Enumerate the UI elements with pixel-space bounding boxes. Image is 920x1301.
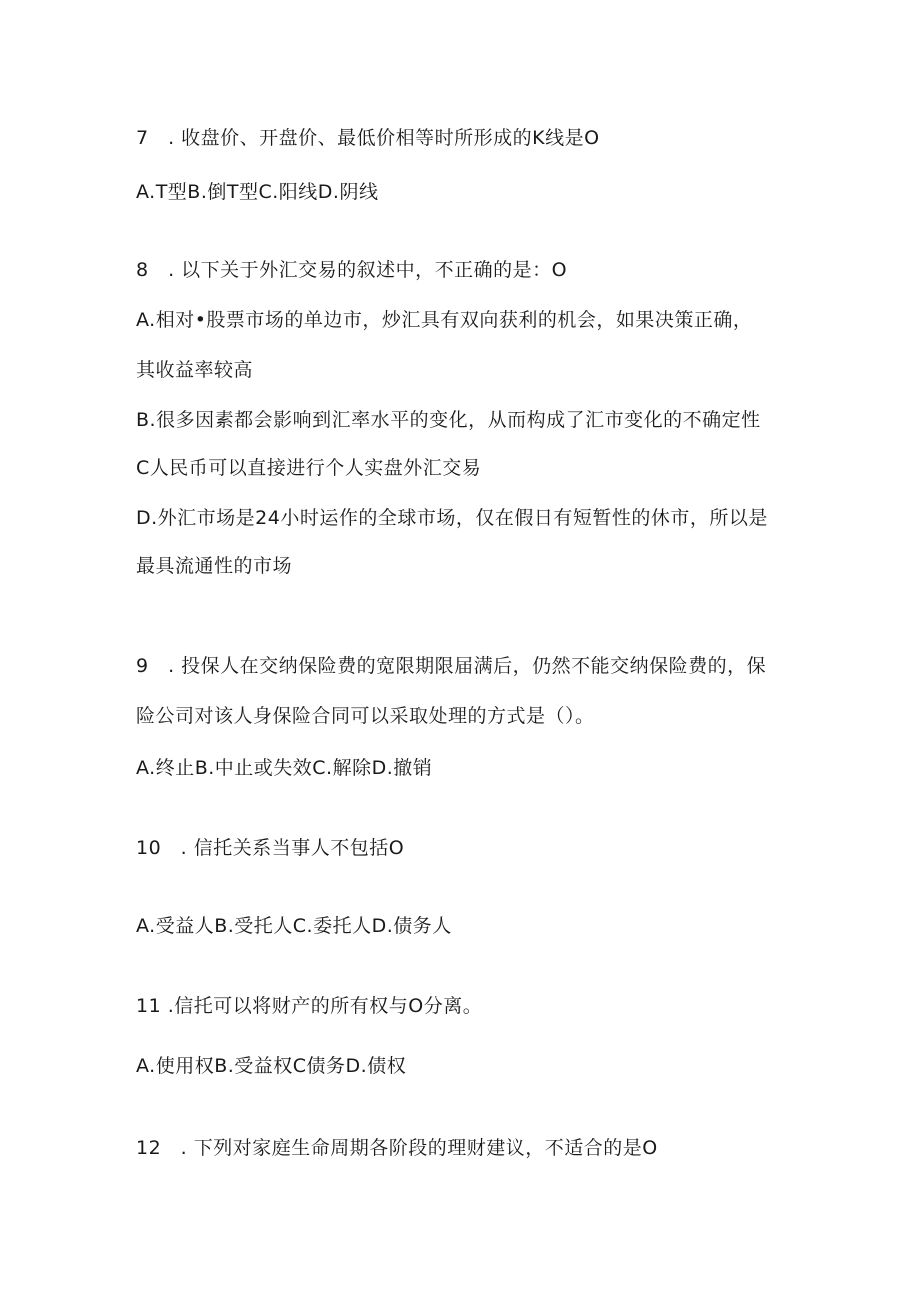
- question-8-option-c: C人民币可以直接进行个人实盘外汇交易: [136, 457, 482, 479]
- question-9-options: A.终止B.中止或失效C.解除D.撤销: [136, 757, 433, 779]
- question-10-options: A.受益人B.受托人C.委托人D.债务人: [136, 915, 452, 937]
- question-8-option-b: B.很多因素都会影响到汇率水平的变化，从而构成了汇市变化的不确定性: [136, 409, 761, 431]
- question-7-options: A.T型B.倒T型C.阳线D.阴线: [136, 181, 379, 203]
- question-10-stem: 10 . 信托关系当事人不包括O: [136, 837, 405, 859]
- question-11-stem: 11 .信托可以将财产的所有权与O分离。: [136, 995, 483, 1017]
- question-8-option-d: D.外汇市场是24小时运作的全球市场，仅在假日有短暂性的休市，所以是: [136, 507, 768, 529]
- question-9-stem: 9 . 投保人在交纳保险费的宽限期限届满后，仍然不能交纳保险费的，保: [136, 655, 767, 677]
- question-12-stem: 12 . 下列对家庭生命周期各阶段的理财建议，不适合的是O: [136, 1137, 658, 1159]
- question-7-stem: 7 . 收盘价、开盘价、最低价相等时所形成的K线是O: [136, 127, 600, 149]
- question-9-stem-cont: 险公司对该人身保险合同可以采取处理的方式是（）。: [136, 705, 595, 727]
- question-8-option-d-cont: 最具流通性的市场: [136, 555, 293, 577]
- question-8-stem: 8 . 以下关于外汇交易的叙述中，不正确的是：O: [136, 259, 568, 281]
- question-8-option-a: A.相对•股票市场的单边市，炒汇具有双向获利的机会，如果决策正确，: [136, 309, 753, 331]
- question-11-options: A.使用权B.受益权C债务D.债权: [136, 1055, 407, 1077]
- question-8-option-a-cont: 其收益率较高: [136, 359, 254, 381]
